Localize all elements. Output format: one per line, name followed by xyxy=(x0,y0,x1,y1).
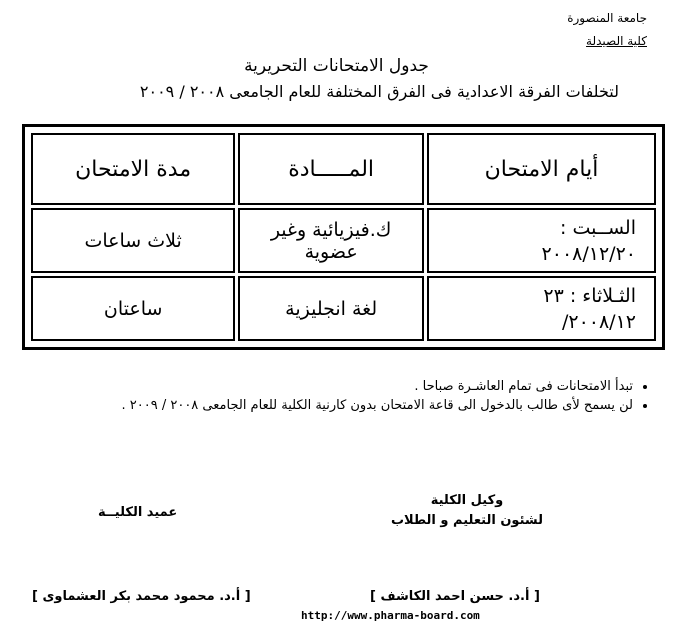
vice-dean-title xyxy=(391,491,543,531)
notes-section xyxy=(21,378,651,416)
subject-cell: ك.فيزيائية وغير عضوية xyxy=(238,208,424,273)
subject-cell: لغة انجليزية xyxy=(238,276,424,341)
table-header-row xyxy=(31,133,656,205)
table-row xyxy=(31,276,656,341)
exam-date: ٢٠٠٨/١٢/٢٠ xyxy=(541,242,636,265)
exam-date-cell xyxy=(427,208,656,273)
exam-schedule-table xyxy=(22,124,665,350)
note-item: • لن يسمح لأى طالب بالدخول الى قاعة الامتحان بدون كارنية الكلية للعام الجامعى ٢٠٠٨ / ٢٠٠٩ . xyxy=(21,397,633,414)
vice-dean-title-line2: لشئون التعليم و الطلاب xyxy=(390,513,543,528)
header-duration: مدة الامتحان xyxy=(31,133,235,205)
vice-dean-name: [ أ.د. حسن احمد الكاشف ] xyxy=(370,589,540,604)
page-title: جدول الامتحانات التحريرية xyxy=(244,56,429,76)
page-subtitle: لتخلفات الفرقة الاعدادية فى الفرق المختلفة للعام الجامعى ٢٠٠٨ / ٢٠٠٩ xyxy=(139,82,619,101)
exam-day: الســبت : xyxy=(560,216,636,239)
vice-dean-title-line1: وكيل الكلية xyxy=(430,493,504,508)
dean-name: [ أ.د. محمود محمد بكر العشماوى ] xyxy=(32,589,251,604)
note-item: • تبدأ الامتحانات فى تمام العاشـرة صباحا . xyxy=(21,378,633,395)
table-row xyxy=(31,208,656,273)
header-subject: المـــــادة xyxy=(238,133,424,205)
exam-date: ٢٠٠٨/١٢/ xyxy=(561,310,636,333)
watermark-url: http://www.pharma-board.com xyxy=(301,609,480,622)
university-name: جامعة المنصورة xyxy=(567,11,647,25)
dean-title: عميد الكليــة xyxy=(98,505,178,520)
exam-date-cell xyxy=(427,276,656,341)
duration-cell: ثلاث ساعات xyxy=(31,208,235,273)
duration-cell: ساعتان xyxy=(31,276,235,341)
faculty-name: كلية الصيدلة xyxy=(586,34,647,48)
exam-day: الثـلاثاء : ٢٣ xyxy=(543,284,636,307)
header-days: أيام الامتحان xyxy=(427,133,656,205)
